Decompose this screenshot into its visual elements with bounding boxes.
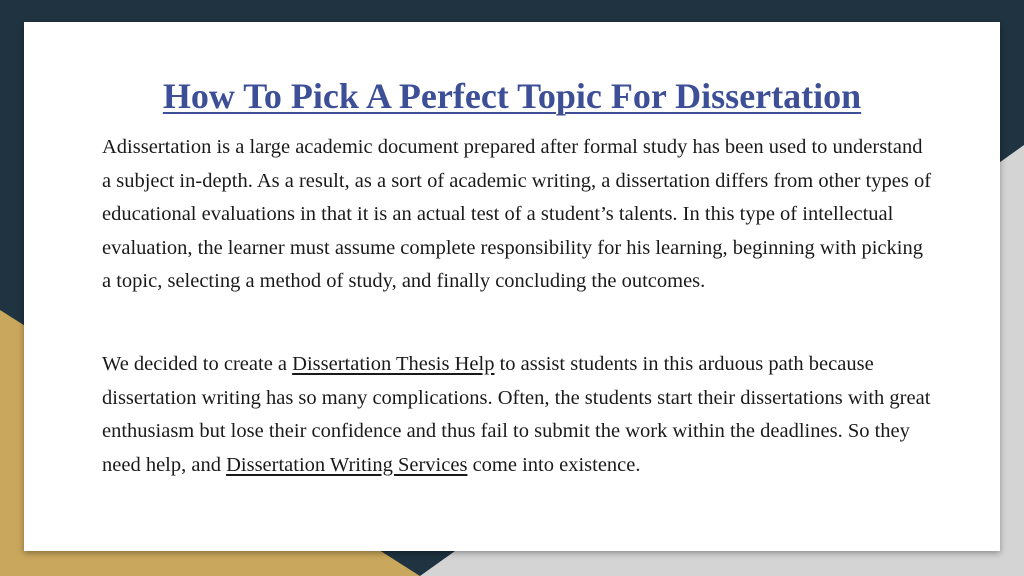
help-paragraph-text-middle: to assist students in this arduous path because dissertation writing has so many complications. Often, the students start their dissertations with great enthusiasm but lose their confidence and thus fail to submit the work within the deadlines. So they need help, and xyxy=(102,353,931,476)
help-paragraph-text-start: We decided to create a xyxy=(102,353,293,375)
help-paragraph-text-end: come into existence. xyxy=(467,453,641,476)
dissertation-thesis-help-link[interactable]: Dissertation Thesis Help xyxy=(292,353,495,375)
intro-paragraph: Adissertation is a large academic document prepared after formal study has been used to understand a subject in-depth. As a result, as a sort of academic writing, a dissertation differs from other types of educational evaluations in that it is an actual test of a student’s talents. In this type of intellectual evaluation, the learner must assume complete responsibility for his learning, beginning with picking a topic, selecting a method of study, and finally concluding the outcomes. xyxy=(102,136,932,292)
slide-card xyxy=(24,22,1000,551)
help-paragraph xyxy=(102,348,934,482)
slide-title: How To Pick A Perfect Topic For Dissertation xyxy=(162,76,862,116)
dissertation-writing-services-link[interactable]: Dissertation Writing Services xyxy=(226,453,468,476)
